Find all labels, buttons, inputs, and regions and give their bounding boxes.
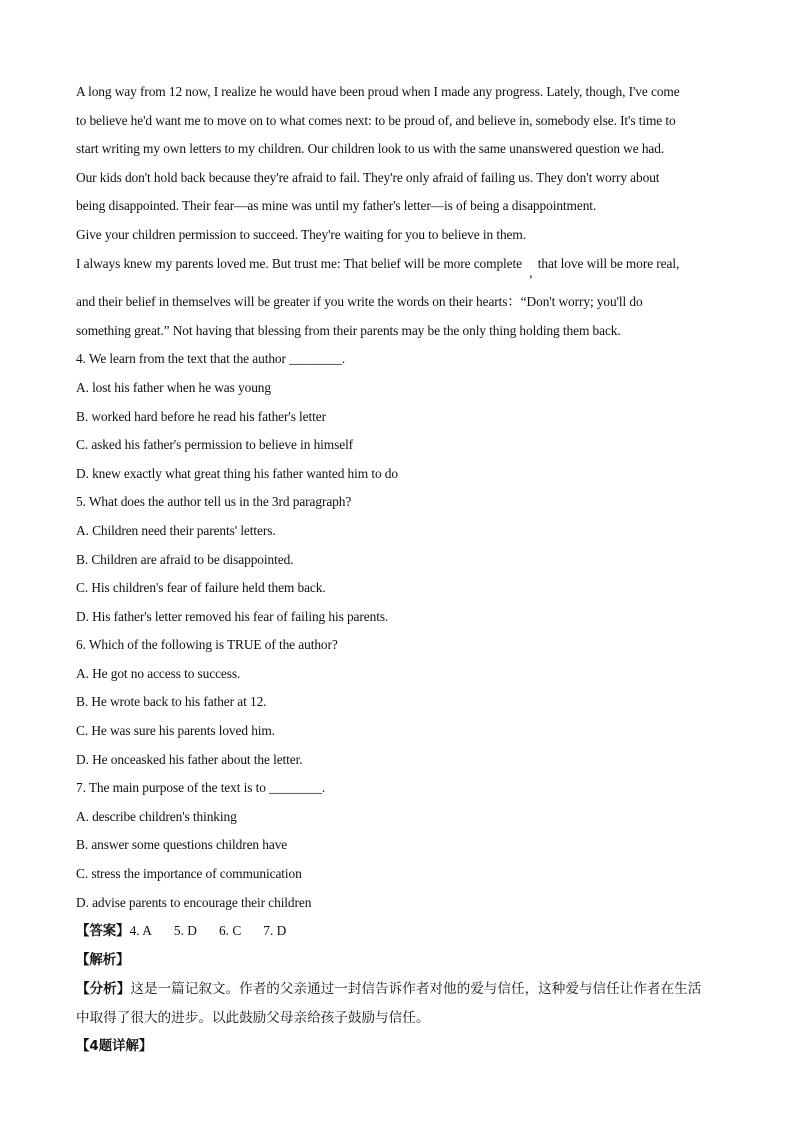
answer-item: 7. D [263, 923, 287, 939]
passage-line: to believe he'd want me to move on to what comes next: to be proud of, and believe in, somebody else. It's time to [76, 112, 676, 128]
passage-line: Our kids don't hold back because they're afraid to fail. They're only afraid of failing us. They don't worry about [76, 169, 660, 185]
question-option: B. Children are afraid to be disappointed. [76, 551, 294, 567]
passage-line: being disappointed. Their fear—as mine was until my father's letter—is of being a disappointment. [76, 198, 597, 214]
passage-paragraph-3-line-3: something great.” Not having that blessing from their parents may be the only thing holding them back. [76, 322, 621, 338]
question-option: D. His father's letter removed his fear of failing his parents. [76, 608, 389, 624]
passage-paragraph-2: Give your children permission to succeed. They're waiting for you to believe in them. [76, 226, 526, 242]
question-option: C. asked his father's permission to believe in himself [76, 437, 354, 453]
analysis-summary-line-2: 中取得了很大的进步。以此鼓励父母亲给孩子鼓励与信任。 [76, 1010, 430, 1026]
analysis-summary-line-1 [76, 975, 728, 1004]
question-option: B. He wrote back to his father at 12. [76, 694, 267, 710]
analysis-heading: 【解析】 [76, 952, 130, 968]
question-option: C. stress the importance of communication [76, 866, 302, 882]
question-option: A. Children need their parents' letters. [76, 522, 276, 538]
question-option: A. He got no access to success. [76, 665, 241, 681]
question-option: B. worked hard before he read his father's letter [76, 408, 326, 424]
passage-line: A long way from 12 now, I realize he would have been proud when I made any progress. Lately, though, I've come [76, 84, 680, 99]
question-option: C. He was sure his parents loved him. [76, 723, 275, 739]
analysis-summary-text: 这是一篇记叙文。作者的父亲通过一封信告诉作者对他的爱与信任，这种爱与信任让作者在生活 [130, 981, 702, 998]
question-option: C. His children's fear of failure held them back. [76, 580, 326, 596]
question-option: A. describe children's thinking [76, 808, 237, 824]
passage-paragraph-3-line-1 [76, 250, 728, 279]
question-4 [76, 345, 728, 488]
question-stem: 7. The main purpose of the text is to ________. [76, 780, 326, 796]
document-page [76, 78, 728, 1061]
passage-paragraph-3-line-2: and their belief in themselves will be greater if you write the words on their hearts：“Don't worry; you'll do [76, 294, 643, 310]
passage-line: start writing my own letters to my children. Our children look to us with the same unanswered question we had. [76, 141, 665, 157]
passage-text: I always knew my parents loved me. But trust me: That belief will be more complete [76, 255, 522, 271]
question-stem: 6. Which of the following is TRUE of the author? [76, 637, 338, 653]
detail-heading: 【4题详解】 [76, 1038, 153, 1054]
question-option: D. knew exactly what great thing his father wanted him to do [76, 465, 398, 481]
analysis-summary-label: 【分析】 [76, 981, 131, 998]
passage-text: that love will be more real, [537, 255, 680, 271]
question-5 [76, 488, 728, 631]
answer-item: 6. C [218, 923, 242, 939]
question-7 [76, 774, 728, 917]
answer-item: 4. A [129, 923, 152, 939]
question-stem: 5. What does the author tell us in the 3rd paragraph? [76, 494, 352, 510]
answer-key [76, 917, 728, 947]
question-6 [76, 631, 728, 774]
answer-item: 5. D [173, 923, 197, 939]
question-stem: 4. We learn from the text that the author ________. [76, 351, 346, 367]
answer-label: 【答案】 [76, 924, 130, 940]
question-option: B. answer some questions children have [76, 837, 288, 853]
stray-comma: , [529, 264, 533, 280]
passage [76, 78, 728, 345]
question-option: D. advise parents to encourage their children [76, 894, 312, 910]
question-option: D. He onceasked his father about the letter. [76, 751, 303, 767]
question-option: A. lost his father when he was young [76, 379, 271, 395]
